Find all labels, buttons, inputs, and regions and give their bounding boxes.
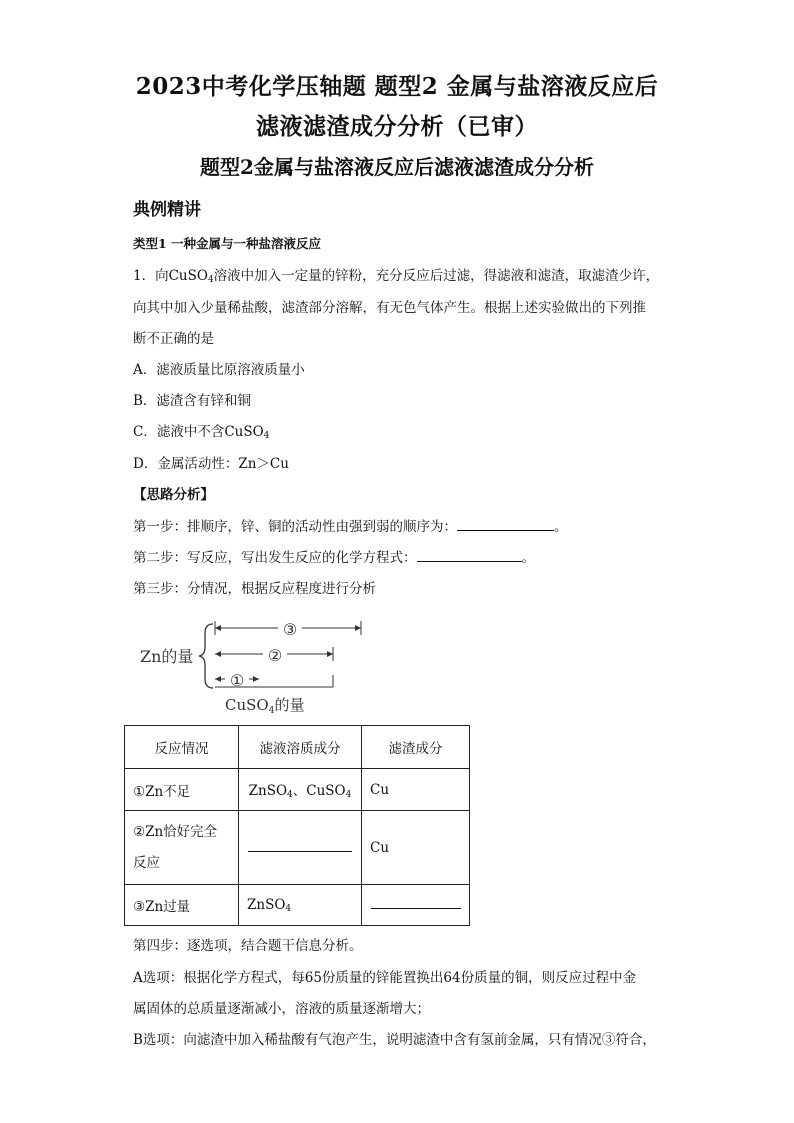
option-b-analysis-line-1: B选项：向滤渣中加入稀盐酸有气泡产生，说明滤渣中含有氢前金属，只有情况③符合， <box>133 1032 656 1048</box>
table-cell: ③Zn过量 <box>125 885 239 926</box>
option-d: D．金属活动性：Zn＞Cu <box>133 456 289 472</box>
step-1-text: 第一步：排顺序，锌、铜的活动性由强到弱的顺序为： <box>133 519 457 535</box>
answer-blank[interactable] <box>417 560 522 562</box>
table-cell <box>125 811 239 885</box>
marker-2: ② <box>267 646 283 665</box>
section-heading: 典例精讲 <box>133 200 201 220</box>
option-a: A．滤液质量比原溶液质量小 <box>133 362 305 378</box>
subscript: 4 <box>345 790 352 800</box>
table-row <box>125 885 470 926</box>
marker-1: ① <box>229 671 245 690</box>
question-line-3: 断不正确的是 <box>133 331 214 347</box>
option-a-analysis-line-2: 属固体的总质量逐渐减小，溶液的质量逐渐增大； <box>133 1001 430 1017</box>
cuso4-amount-label <box>225 696 304 716</box>
table-row <box>125 811 470 885</box>
table-cell <box>239 811 362 885</box>
option-c-text: C．滤液中不含CuSO <box>133 424 264 440</box>
question-line-2: 向其中加入少量稀盐酸，滤渣部分溶解，有无色气体产生。根据上述实验做出的下列推 <box>133 300 646 316</box>
table-row <box>125 769 470 811</box>
table-cell: ①Zn不足 <box>125 769 239 811</box>
subscript: 4 <box>263 431 270 441</box>
answer-blank[interactable] <box>248 850 352 852</box>
question-line-1 <box>133 264 659 285</box>
table-cell <box>239 885 362 926</box>
step-1 <box>133 515 568 535</box>
option-b: B．滤渣含有锌和铜 <box>133 393 251 409</box>
zn-amount-label: Zn的量 <box>140 647 194 666</box>
option-c <box>133 420 269 441</box>
step-3: 第三步：分情况，根据反应程度进行分析 <box>133 581 376 597</box>
formula: 、CuSO <box>292 783 346 799</box>
option-a-analysis-line-1: A选项：根据化学方程式，每65份质量的锌能置换出64份质量的铜，则反应过程中金 <box>133 970 637 986</box>
question-text: 1．向CuSO <box>133 268 208 284</box>
question-text: 溶液中加入一定量的锌粉，充分反应后过滤，得滤液和滤渣，取滤渣少许， <box>213 268 660 284</box>
analysis-header: 【思路分析】 <box>133 487 214 503</box>
table-cell <box>239 769 362 811</box>
answer-blank[interactable] <box>457 529 554 531</box>
table-cell: Cu <box>362 769 470 811</box>
formula: ZnSO <box>247 896 286 913</box>
cuso4-suffix: 的量 <box>274 696 305 714</box>
subscript: 4 <box>287 790 293 800</box>
type-label: 类型1 一种金属与一种盐溶液反应 <box>133 236 322 251</box>
table-cell: Cu <box>362 811 470 885</box>
subscript: 4 <box>207 275 214 285</box>
marker-3: ③ <box>282 620 298 639</box>
table-header: 反应情况 <box>125 726 239 769</box>
step-1-end: 。 <box>554 519 568 535</box>
doc-title-line-1: 2023中考化学压轴题 题型2 金属与盐溶液反应后 <box>135 73 659 100</box>
doc-subtitle: 题型2金属与盐溶液反应后滤液滤渣成分分析 <box>200 155 594 179</box>
table-header: 滤渣成分 <box>362 726 470 769</box>
cell-text: ②Zn恰好完全 <box>133 823 218 840</box>
doc-title-line-2: 滤液滤渣成分分析（已审） <box>256 113 538 140</box>
brace-icon <box>199 624 213 688</box>
answer-blank[interactable] <box>371 907 461 909</box>
formula: ZnSO <box>248 783 288 799</box>
subscript: 4 <box>268 706 275 716</box>
step-4: 第四步：逐选项，结合题干信息分析。 <box>133 938 363 954</box>
step-2 <box>133 546 535 566</box>
step-2-end: 。 <box>521 550 535 566</box>
step-2-text: 第二步：写反应，写出发生反应的化学方程式： <box>133 550 417 566</box>
table-header: 滤液溶质成分 <box>239 726 362 769</box>
table-cell <box>362 885 470 926</box>
zn-amount-diagram <box>135 615 365 720</box>
cuso4-formula: CuSO <box>225 696 269 714</box>
reaction-table <box>124 725 470 926</box>
subscript: 4 <box>285 903 292 914</box>
table-header-row <box>125 726 470 769</box>
cell-text: 反应 <box>133 854 160 871</box>
